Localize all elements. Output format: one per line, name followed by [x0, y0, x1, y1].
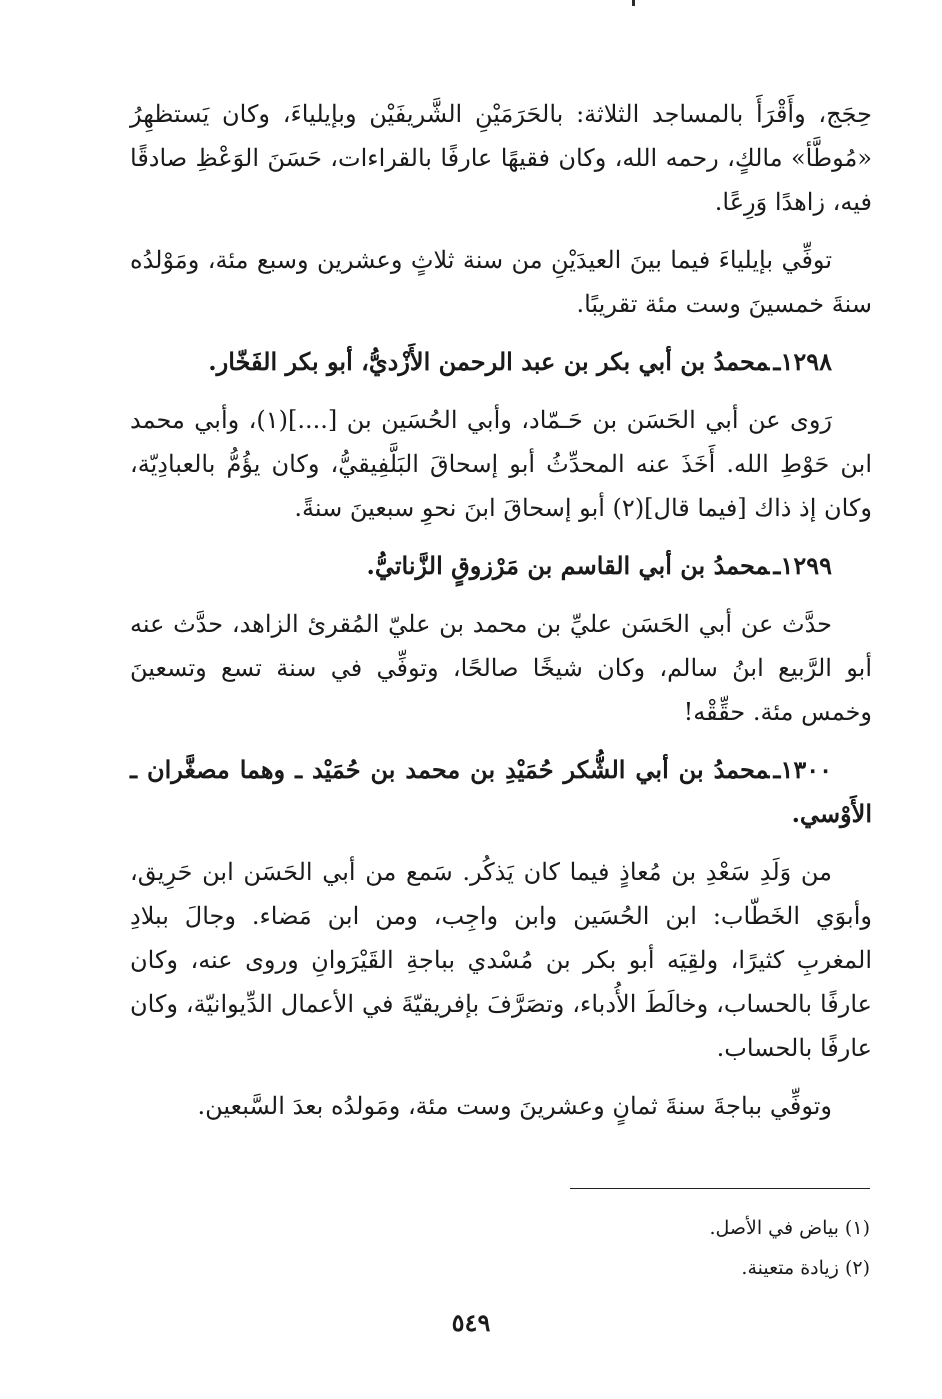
entry-heading-1300 [130, 748, 872, 836]
footnote-2: (٢) زيادة متعينة. [741, 1257, 870, 1279]
entry-number: ١٢٩٨ـ [773, 347, 832, 376]
page-body [130, 92, 872, 1142]
paragraph-closing: وتوفِّي بباجةَ سنةَ ثمانٍ وعشرينَ وست مئة، ومَولدُه بعدَ السَّبعين. [197, 1092, 832, 1120]
entry-text-1299: حدَّث عن أبي الحَسَن عليِّ بن محمد بن عليّ المُقرئ الزاهد، حدَّث عنه أبو الرَّبيع ابنُ سالم، وكان شيخًا صالحًا، وتوفِّي في سنة تسع وتسعينَ وخمس مئة. حقِّقْه! [130, 610, 872, 726]
entry-heading-1299 [130, 544, 872, 588]
entry-number: ١٢٩٩ـ [773, 551, 832, 580]
entry-title: محمدُ بن أبي بكر بن عبد الرحمن الأَزْديُّ، أبو بكر الفَخّار. [208, 347, 770, 376]
top-edge-mark [632, 0, 635, 6]
footnotes [370, 1208, 870, 1288]
entry-number: ١٣٠٠ـ [773, 755, 832, 784]
paragraph-continuation: حِجَج، وأَقْرَأَ بالمساجد الثلاثة: بالحَرَمَيْنِ الشَّريفَيْن وبإيلياءَ، وكان يَستظهِرُ «مُوطَّأ» مالكٍ، رحمه الله، وكان فقيهًا عارفًا بالقراءات، حَسَنَ الوَعْظِ صادقًا فيه، زاهدًا وَرِعًا. [130, 100, 872, 216]
footnote-1: (١) بياض في الأصل. [709, 1217, 870, 1239]
footnote-separator [570, 1188, 870, 1189]
entry-heading-1298 [130, 340, 872, 384]
paragraph-death-note: توفِّي بإيلياءَ فيما بينَ العيدَيْنِ من سنة ثلاثٍ وعشرين وسبع مئة، ومَوْلدُه سنةَ خمسينَ وست مئة تقريبًا. [130, 246, 872, 318]
entry-text-1300: من وَلَدِ سَعْدِ بن مُعاذٍ فيما كان يَذكُر. سَمع من أبي الحَسَن ابن حَرِيق، وأبوَي الخَطّاب: ابن الحُسَين وابن واجِب، ومن ابن مَضاء. وجالَ ببلادِ المغربِ كثيرًا، ولقِيَه أبو بكر بن مُسْدي بباجةِ القَيْرَوانِ وروى عنه، وكان عارفًا بالحساب، وخالَطَ الأُدباء، وتصَرَّفَ بإفريقيّةَ في الأعمال الدِّيوانيّة، وكان عارفًا بالحساب. [130, 858, 872, 1062]
entry-title: محمدُ بن أبي القاسم بن مَرْزوقٍ الزَّناتيُّ. [366, 551, 770, 580]
page-number: ٥٤٩ [451, 1308, 491, 1337]
entry-text-1298: رَوى عن أبي الحَسَن بن حَـمّاد، وأبي الحُسَين بن [....](١)، وأبي محمد ابن حَوْطِ الله. أَخَذَ عنه المحدِّثُ أبو إسحاقَ البَلَّفِيقيُّ، وكان يؤُمُّ بالعبادِيّة، وكان إذ ذاك [فيما قال](٢) أبو إسحاقَ ابنَ نحوِ سبعينَ سنةً. [130, 406, 872, 522]
entry-title: محمدُ بن أبي الشُّكر حُمَيْدِ بن محمد بن حُمَيْد ـ وهما مصغَّران ـ الأَوْسي. [130, 755, 872, 828]
